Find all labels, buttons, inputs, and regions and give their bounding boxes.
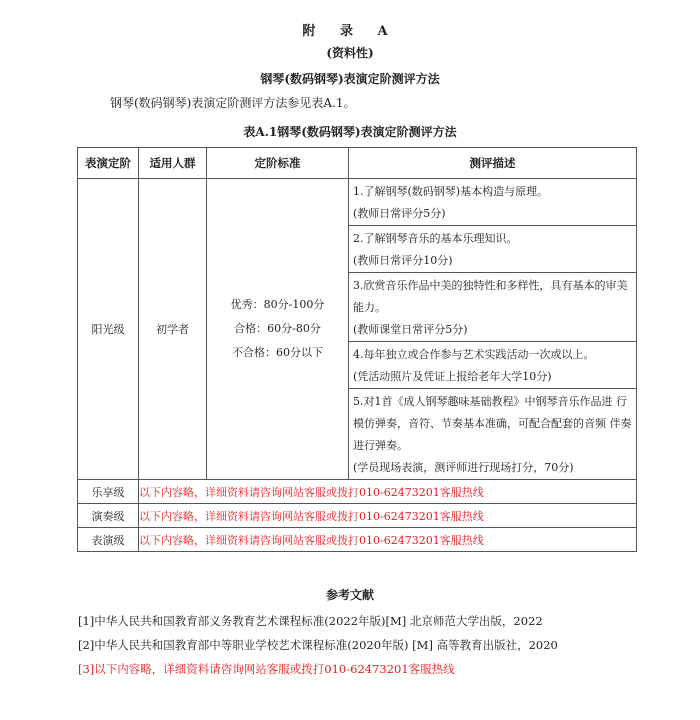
description-score: (教师日常评分5分) bbox=[353, 207, 446, 220]
grading-table bbox=[77, 147, 637, 552]
description-cell bbox=[349, 179, 637, 480]
description-text: 5.对1首《成人钢琴趣味基础教程》中钢琴音乐作品进 行模仿弹奏，音符、节奏基本准确，可配合配套的音频 伴奏进行弹奏。 bbox=[353, 395, 632, 452]
description-text: 4.每年独立或合作参与艺术实践活动一次或以上。 bbox=[353, 348, 595, 361]
reference-item bbox=[78, 661, 455, 677]
omitted-note: 以下内容略，详细资料请咨询网站客服或拨打010-62473201客服热线 bbox=[139, 480, 637, 504]
criteria-excellent: 优秀：80分-100分 bbox=[230, 298, 325, 311]
criteria-cell bbox=[207, 179, 349, 480]
header-description: 测评描述 bbox=[349, 148, 637, 179]
group-beginner: 初学者 bbox=[139, 179, 207, 480]
table-header-row bbox=[78, 148, 637, 179]
table-row-sunshine bbox=[78, 179, 637, 480]
table-caption: 表A.1钢琴(数码钢琴)表演定阶测评方法 bbox=[243, 125, 457, 139]
description-item bbox=[349, 342, 636, 389]
description-item bbox=[349, 389, 636, 479]
header-criteria: 定阶标准 bbox=[207, 148, 349, 179]
level-play: 演奏级 bbox=[78, 504, 139, 528]
description-text: 1.了解钢琴(数码钢琴)基本构造与原理。 bbox=[353, 185, 549, 198]
reference-number: [3] bbox=[78, 662, 95, 676]
annex-nature: (资料性) bbox=[326, 46, 374, 60]
description-score: (学员现场表演，测评师进行现场打分，70分) bbox=[353, 461, 574, 474]
annex-title: 附 录 A bbox=[302, 24, 398, 39]
intro-paragraph: 钢琴(数码钢琴)表演定阶测评方法参见表A.1。 bbox=[110, 96, 356, 110]
description-item bbox=[349, 179, 636, 226]
level-enjoy: 乐享级 bbox=[78, 480, 139, 504]
description-score: (教师课堂日常评分5分) bbox=[353, 323, 468, 336]
reference-item: [2]中华人民共和国教育部中等职业学校艺术课程标准(2020年版) [M] 高等教育出版社，2020 bbox=[78, 638, 558, 652]
header-group: 适用人群 bbox=[139, 148, 207, 179]
level-sunshine: 阳光级 bbox=[78, 179, 139, 480]
level-perform: 表演级 bbox=[78, 528, 139, 552]
description-item bbox=[349, 273, 636, 342]
omitted-note: 以下内容略，详细资料请咨询网站客服或拨打010-62473201客服热线 bbox=[94, 662, 455, 676]
table-row-perform bbox=[78, 528, 637, 552]
description-text: 3.欣赏音乐作品中美的独特性和多样性，具有基本的审美能力。 bbox=[353, 279, 628, 314]
table-row-enjoy bbox=[78, 480, 637, 504]
references-title: 参考文献 bbox=[325, 588, 374, 602]
table-row-play bbox=[78, 504, 637, 528]
criteria-fail: 不合格：60分以下 bbox=[232, 346, 323, 359]
description-score: (教师日常评分10分) bbox=[353, 254, 453, 267]
description-score: (凭活动照片及凭证上报给老年大学10分) bbox=[353, 370, 552, 383]
description-item bbox=[349, 226, 636, 273]
header-level: 表演定阶 bbox=[78, 148, 139, 179]
criteria-pass: 合格：60分-80分 bbox=[234, 322, 321, 335]
omitted-note: 以下内容略，详细资料请咨询网站客服或拨打010-62473201客服热线 bbox=[139, 528, 637, 552]
omitted-note: 以下内容略，详细资料请咨询网站客服或拨打010-62473201客服热线 bbox=[139, 504, 637, 528]
reference-item: [1]中华人民共和国教育部义务教育艺术课程标准(2022年版)[M] 北京师范大学出版，2022 bbox=[78, 614, 543, 628]
section-title: 钢琴(数码钢琴)表演定阶测评方法 bbox=[260, 72, 440, 86]
description-text: 2.了解钢琴音乐的基本乐理知识。 bbox=[353, 232, 518, 245]
